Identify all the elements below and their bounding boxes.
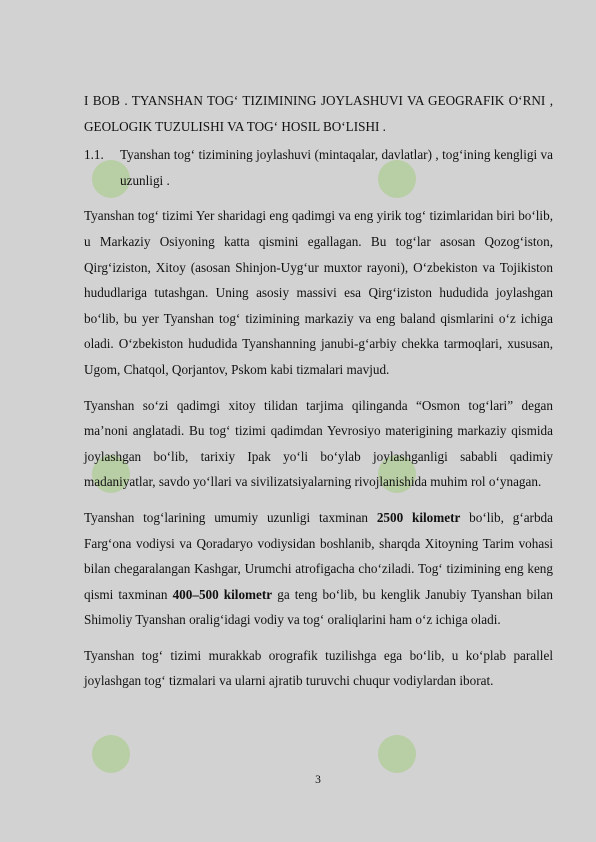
paragraph-2: Tyanshan so‘zi qadimgi xitoy tilidan tarjima qilinganda “Osmon tog‘lari” degan ma’noni anglatadi. Bu tog‘ tizimi qadimdan Yevrosiyo materigining markaziy qismida joylashgan bo‘lib, tarixiy Ipak yo‘li bo‘ylab joylashganligi sababli qadimiy madaniyatlar, savdo yo‘llari va sivilizatsiyalarning rivojlanishida muhim rol o‘ynagan. [84,397,553,490]
paragraph-4: Tyanshan tog‘ tizimi murakkab orografik tuzilishga ega bo‘lib, u ko‘plab parallel joylashgan tog‘ tizmalari va ularni ajratib turuvchi chuqur vodiylardan iborat. [84,647,553,689]
chapter-heading: I BOB . TYANSHAN TOG‘ TIZIMINING JOYLASHUVI VA GEOGRAFIK O‘RNI , GEOLOGIK TUZULISHI VA TOG‘ HOSIL BO‘LISHI . [84,93,553,134]
width-value: 400–500 kilometr [172,586,273,602]
paragraph-3-text-a: Tyanshan tog‘larining umumiy uzunligi taxminan [84,509,377,525]
watermark-logo-icon [92,735,130,773]
paragraph-3 [84,505,553,633]
subsection-number: 1.1. [84,147,104,163]
subsection-heading [84,142,553,193]
page-number: 3 [315,774,321,786]
page-content [84,88,553,694]
length-value: 2500 kilometr [376,509,461,525]
watermark-logo-icon [378,735,416,773]
paragraph-3-text-c: bo‘lib, g‘arbda Farg‘ona vodiysi va Qoradaryo vodiysidan boshlanib, sharqda Xitoyning Tarim vohasi bilan chegaralangan Kashgar, Urumchi atrofigacha cho‘ziladi. Tog‘ tizimining eng keng qismi taxminan [84,509,553,602]
paragraph-1: Tyanshan tog‘ tizimi Yer sharidagi eng qadimgi va eng yirik tog‘ tizimlaridan biri bo‘lib, u Markaziy Osiyoning katta qismini egallagan. Bu tog‘lar asosan Qozog‘iston, Qirg‘iziston, Xitoy (asosan Shinjon-Uyg‘ur muxtor rayoni), O‘zbekiston va Tojikiston hududlariga tutashgan. Uning asosiy massivi esa Qirg‘iziston hududida joylashgan bo‘lib, bu yer Tyanshan tog‘ tizimining markaziy va eng baland qismlarini o‘z ichiga oladi. O‘zbekiston hududida Tyanshanning janubi-g‘arbiy chekka tarmoqlari, xususan, Ugom, Chatqol, Qorjantov, Pskom kabi tizmalari mavjud. [84,208,553,377]
paragraph-3-text-e: ga teng bo‘lib, bu kenglik Janubiy Tyanshan bilan Shimoliy Tyanshan oralig‘idagi vodiy va tog‘ oraliqlarini ham o‘z ichiga oladi. [84,586,553,628]
subsection-title: Tyanshan tog‘ tizimining joylashuvi (mintaqalar, davlatlar) , tog‘ining kengligi va uzunligi . [120,147,553,188]
